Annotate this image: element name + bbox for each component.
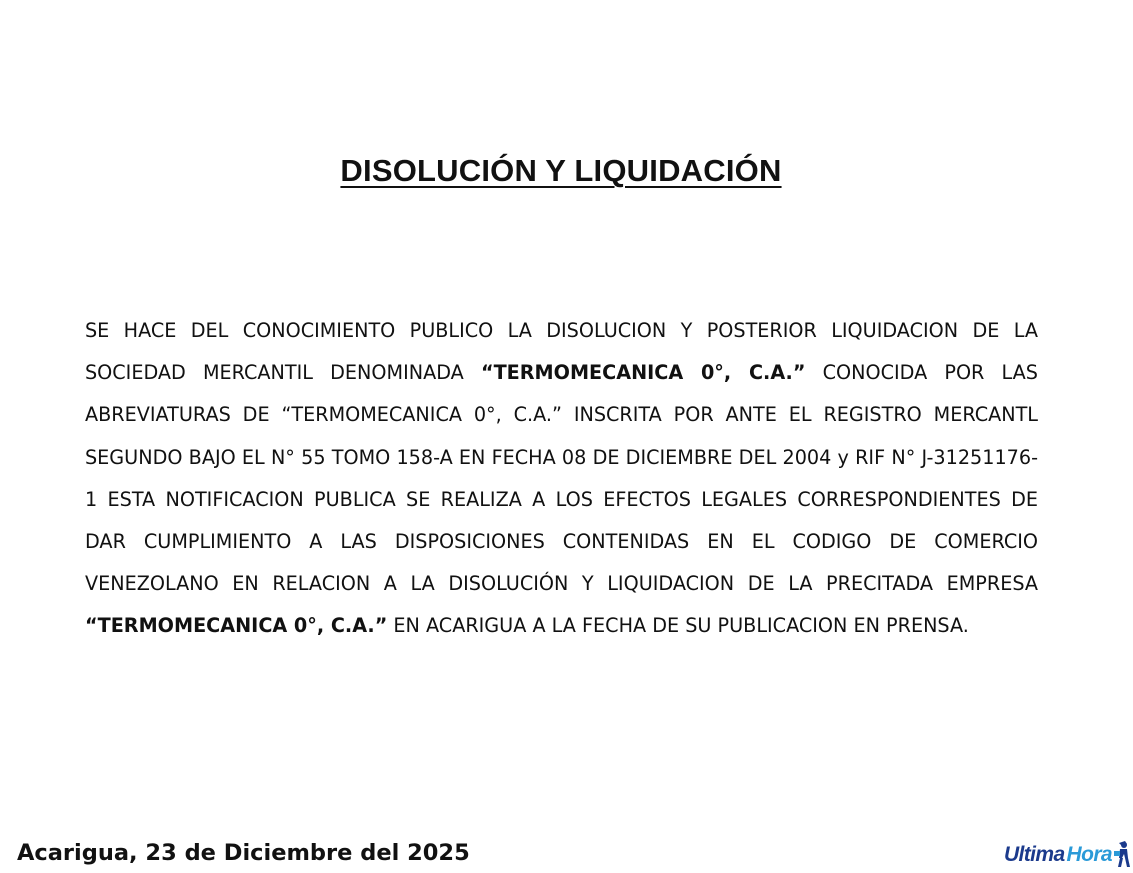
notice-body-part-2: CONOCIDA POR LAS ABREVIATURAS DE “TERMOMECANICA 0°, C.A.” INSCRITA POR ANTE EL REGISTRO MERCANTL SEGUNDO BAJO EL N° 55 TOMO 158-A EN FECHA 08 DE DICIEMBRE DEL 2004 y RIF N° J-31251176-1 ESTA NOTIFICACION PUBLICA SE REALIZA A LOS EFECTOS LEGALES CORRESPONDIENTES DE DAR CUMPLIMIENTO A LAS DISPOSICIONES CONTENIDAS EN EL CODIGO DE COMERCIO VENEZOLANO EN RELACION A LA DISOLUCIÓN Y LIQUIDACION DE LA PRECITADA EMPRESA (85, 361, 1038, 596)
notice-title: DISOLUCIÓN Y LIQUIDACIÓN (340, 153, 782, 188)
newspaper-boy-icon (1113, 841, 1131, 869)
ultima-hora-logo (999, 839, 1131, 871)
company-name-2: “TERMOMECANICA 0°, C.A.” (85, 614, 388, 638)
logo-wordmark (1004, 843, 1112, 867)
notice-body-part-1: SE HACE DEL CONOCIMIENTO PUBLICO LA DISOLUCION Y POSTERIOR LIQUIDACION DE LA SOCIEDAD MERCANTIL DENOMINADA (85, 319, 1038, 385)
logo-word-hora: Hora (1066, 843, 1112, 866)
company-name-1: “TERMOMECANICA 0°, C.A.” (480, 361, 806, 385)
notice-body (85, 310, 1038, 648)
logo-word-ultima: Ultima (1003, 843, 1065, 866)
dateline: Acarigua, 23 de Diciembre del 2025 (17, 840, 470, 866)
notice-body-part-3: EN ACARIGUA A LA FECHA DE SU PUBLICACION EN PRENSA. (387, 614, 969, 638)
